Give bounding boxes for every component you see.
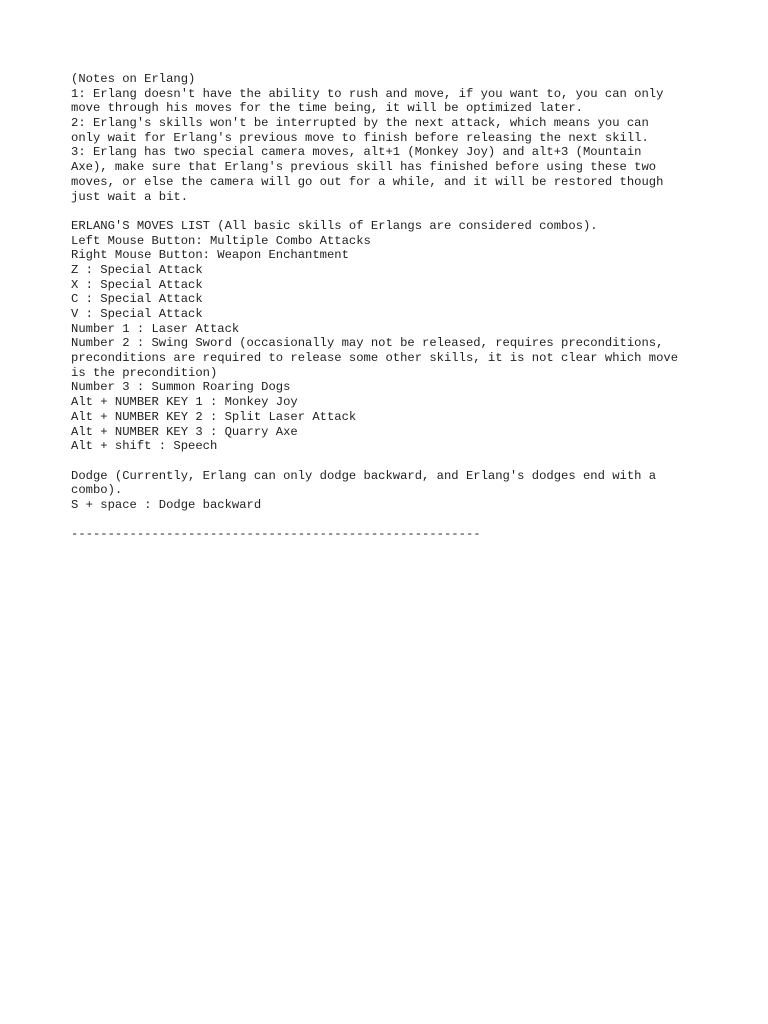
- move-line-alt-2: Alt + NUMBER KEY 2 : Split Laser Attack: [71, 409, 357, 424]
- move-line-number-3: Number 3 : Summon Roaring Dogs: [71, 380, 291, 395]
- move-line-number-2-cont: is the precondition): [71, 365, 218, 380]
- note-line: 3: Erlang has two special camera moves, alt+1 (Monkey Joy) and alt+3 (Mountain: [71, 145, 642, 160]
- blank-line: [71, 513, 711, 528]
- dodge-line: combo).: [71, 483, 123, 498]
- move-line-z: Z : Special Attack: [71, 262, 203, 277]
- move-line-left-mouse: Left Mouse Button: Multiple Combo Attacks: [71, 233, 371, 248]
- dodge-section: [71, 469, 711, 513]
- dodge-line: Dodge (Currently, Erlang can only dodge backward, and Erlang's dodges end with a: [71, 468, 657, 483]
- divider-line: --------------------------------------------------------: [71, 527, 481, 542]
- dodge-key-line: S + space : Dodge backward: [71, 497, 262, 512]
- note-line: Axe), make sure that Erlang's previous skill has finished before using these two: [71, 160, 657, 175]
- note-item-3: [71, 145, 711, 204]
- move-line-x: X : Special Attack: [71, 277, 203, 292]
- note-item-2: [71, 116, 711, 145]
- moves-list: [71, 234, 711, 454]
- move-line-v: V : Special Attack: [71, 307, 203, 321]
- note-line: 2: Erlang's skills won't be interrupted by the next attack, which means you can: [71, 116, 649, 131]
- note-line: only wait for Erlang's previous move to finish before releasing the next skill.: [71, 130, 649, 145]
- note-line: 1: Erlang doesn't have the ability to rush and move, if you want to, you can only: [71, 86, 664, 101]
- note-line: move through his moves for the time being, it will be optimized later.: [71, 101, 583, 116]
- move-line-number-1: Number 1 : Laser Attack: [71, 321, 240, 336]
- blank-line: [71, 204, 711, 219]
- move-line-right-mouse: Right Mouse Button: Weapon Enchantment: [71, 248, 349, 263]
- move-line-alt-1: Alt + NUMBER KEY 1 : Monkey Joy: [71, 395, 298, 410]
- move-line-number-2: Number 2 : Swing Sword (occasionally may not be released, requires preconditions,: [71, 336, 664, 351]
- notes-heading: (Notes on Erlang): [71, 72, 196, 86]
- note-line: moves, or else the camera will go out for a while, and it will be restored though: [71, 174, 664, 189]
- move-line-c: C : Special Attack: [71, 292, 203, 307]
- note-item-1: [71, 87, 711, 116]
- moves-heading: ERLANG'S MOVES LIST (All basic skills of Erlangs are considered combos).: [71, 218, 598, 233]
- move-line-alt-shift: Alt + shift : Speech: [71, 439, 218, 454]
- blank-line: [71, 454, 711, 469]
- move-line-alt-3: Alt + NUMBER KEY 3 : Quarry Axe: [71, 424, 298, 439]
- document-body: [71, 72, 711, 542]
- note-line: just wait a bit.: [71, 189, 189, 204]
- move-line-number-2-cont: preconditions are required to release some other skills, it is not clear which move: [71, 351, 679, 366]
